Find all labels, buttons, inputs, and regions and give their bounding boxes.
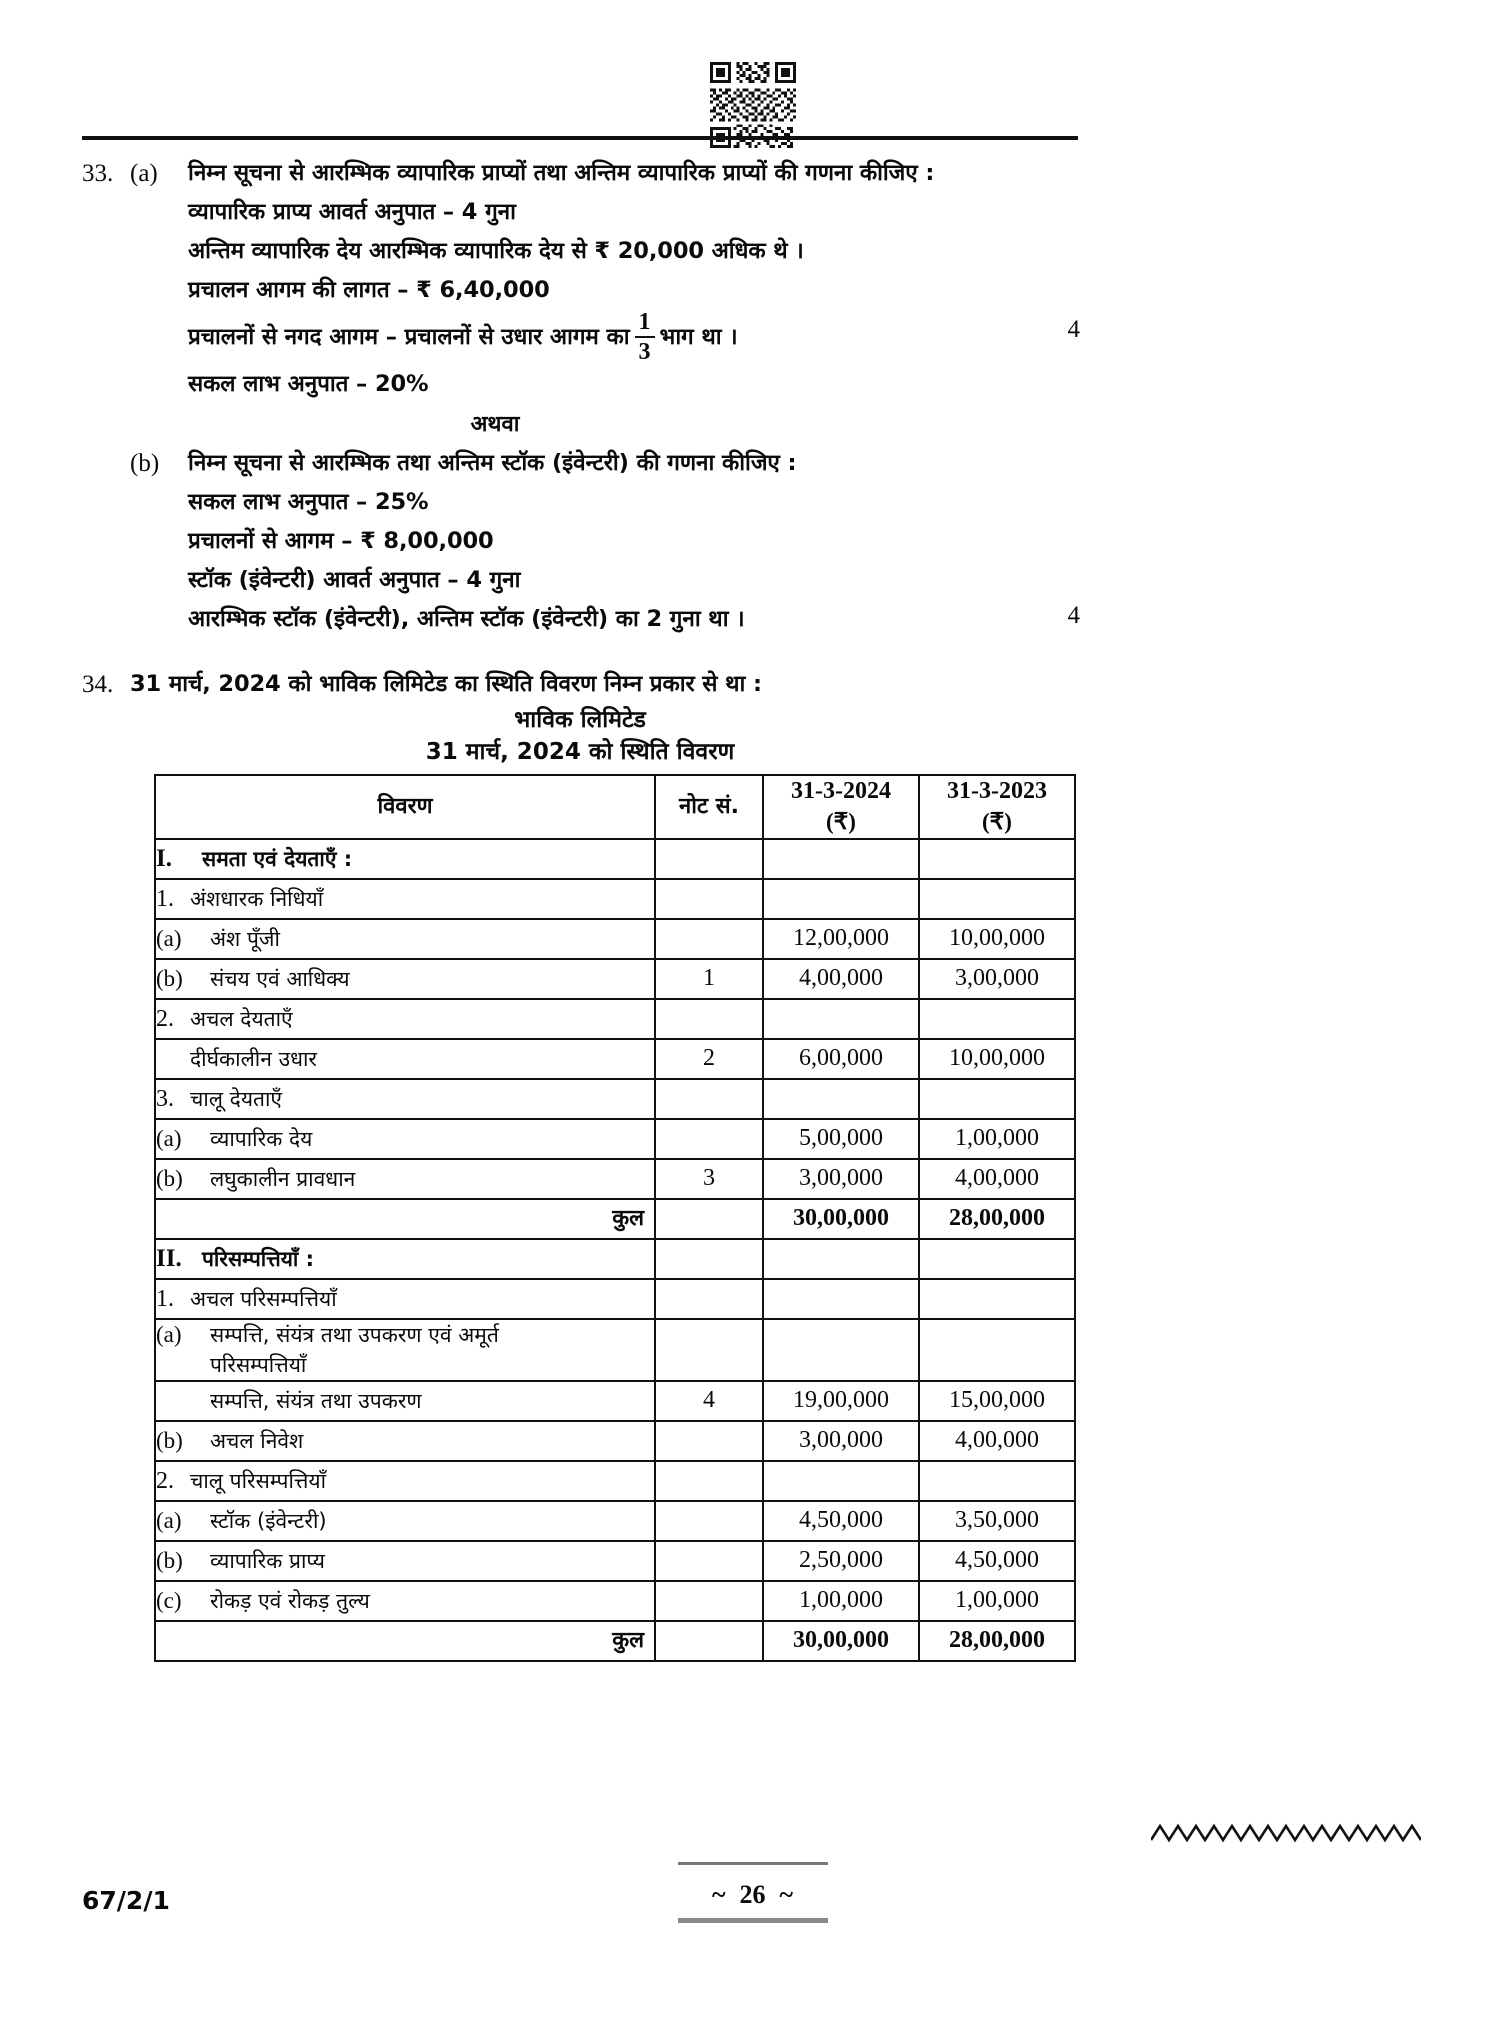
question-33a-body <box>188 154 1078 404</box>
table-row <box>155 1079 1075 1119</box>
header-col-2024-unit: (₹) <box>826 808 856 834</box>
table-row <box>155 1039 1075 1079</box>
row-value-2023 <box>919 1239 1075 1279</box>
header-col-2023-unit: (₹) <box>982 808 1012 834</box>
row-value-2024: 3,00,000 <box>763 1421 919 1461</box>
row-label <box>155 1319 655 1381</box>
row-label <box>155 1159 655 1199</box>
row-value-2024: 30,00,000 <box>763 1199 919 1239</box>
row-text: सम्पत्ति, संयंत्र तथा उपकरण <box>210 1388 422 1413</box>
row-value-2024: 12,00,000 <box>763 919 919 959</box>
balance-sheet-table <box>154 774 1076 1662</box>
page-content <box>82 150 1078 1662</box>
row-value-2024 <box>763 1279 919 1319</box>
row-value-2023: 1,00,000 <box>919 1119 1075 1159</box>
fraction-numerator: 1 <box>638 309 651 335</box>
row-value-2023: 10,00,000 <box>919 1039 1075 1079</box>
row-text: अंश पूँजी <box>210 926 280 951</box>
table-row <box>155 999 1075 1039</box>
table-row <box>155 879 1075 919</box>
row-value-2024: 6,00,000 <box>763 1039 919 1079</box>
question-33-number: 33. <box>82 160 114 187</box>
page-number: 26 <box>739 1880 766 1909</box>
row-value-2024 <box>763 1079 919 1119</box>
balance-sheet-body <box>155 839 1075 1661</box>
table-row <box>155 1279 1075 1319</box>
row-text: अचल निवेश <box>210 1428 304 1453</box>
header-note-no: नोट सं. <box>655 775 763 839</box>
question-33a-label: (a) <box>130 160 158 187</box>
row-note <box>655 1581 763 1621</box>
row-value-2024 <box>763 1319 919 1381</box>
row-sub-label: (b) <box>156 1427 183 1453</box>
row-value-2024 <box>763 999 919 1039</box>
row-note <box>655 1541 763 1581</box>
question-33b-label: (b) <box>130 449 160 477</box>
row-note <box>655 839 763 879</box>
table-total-row <box>155 1199 1075 1239</box>
row-text: सम्पत्ति, संयंत्र तथा उपकरण एवं अमूर्त <box>210 1322 499 1347</box>
row-value-2023 <box>919 1319 1075 1381</box>
row-value-2024: 5,00,000 <box>763 1119 919 1159</box>
table-row <box>155 1239 1075 1279</box>
row-number: 2. <box>156 1467 174 1494</box>
row-value-2023 <box>919 1461 1075 1501</box>
row-text: दीर्घकालीन उधार <box>190 1046 318 1071</box>
row-value-2023: 15,00,000 <box>919 1381 1075 1421</box>
row-label <box>155 1421 655 1461</box>
row-text: अचल परिसम्पत्तियाँ <box>190 1286 337 1311</box>
row-text: अंशधारक निधियाँ <box>190 886 324 911</box>
question-34-number: 34. <box>82 670 114 698</box>
row-value-2023: 4,00,000 <box>919 1159 1075 1199</box>
row-note <box>655 1461 763 1501</box>
table-row <box>155 1159 1075 1199</box>
row-value-2023: 10,00,000 <box>919 919 1075 959</box>
row-note <box>655 879 763 919</box>
row-note <box>655 999 763 1039</box>
row-value-2023: 3,50,000 <box>919 1501 1075 1541</box>
row-note <box>655 919 763 959</box>
row-value-2023 <box>919 879 1075 919</box>
question-34-body <box>130 665 1078 704</box>
question-33b-body <box>188 444 1078 639</box>
row-value-2024: 4,00,000 <box>763 959 919 999</box>
row-note <box>655 1119 763 1159</box>
row-text: संचय एवं आधिक्य <box>210 966 350 991</box>
footer-rule-bottom <box>678 1918 828 1923</box>
row-text: रोकड़ एवं रोकड़ तुल्य <box>210 1588 370 1613</box>
row-label <box>155 1079 655 1119</box>
row-value-2024: 1,00,000 <box>763 1581 919 1621</box>
q33a-fraction-prefix: प्रचालनों से नगद आगम – प्रचालनों से उधार आगम का <box>188 323 630 350</box>
row-text: अचल देयताएँ <box>190 1006 293 1031</box>
row-label <box>155 1039 655 1079</box>
row-note <box>655 1421 763 1461</box>
row-value-2023: 1,00,000 <box>919 1581 1075 1621</box>
row-value-2023: 3,00,000 <box>919 959 1075 999</box>
q33a-fraction-line <box>188 310 1078 365</box>
row-sub-label: (a) <box>156 1507 182 1533</box>
row-label <box>155 1541 655 1581</box>
q33a-last-line: सकल लाभ अनुपात – 20% <box>188 370 429 397</box>
row-note <box>655 1501 763 1541</box>
row-value-2023 <box>919 1279 1075 1319</box>
header-col-2024-date: 31-3-2024 <box>791 777 891 804</box>
row-text: समता एवं देयताएँ : <box>202 846 353 871</box>
row-number: 3. <box>156 1085 174 1112</box>
row-note <box>655 1239 763 1279</box>
row-value-2024: 2,50,000 <box>763 1541 919 1581</box>
row-sub-label: (a) <box>156 1321 182 1347</box>
header-col-2023 <box>919 775 1075 839</box>
row-label <box>155 1381 655 1421</box>
footer-rule-top <box>678 1862 828 1865</box>
row-label <box>155 879 655 919</box>
row-value-2024 <box>763 1239 919 1279</box>
row-value-2024: 3,00,000 <box>763 1159 919 1199</box>
q33a-marks: 4 <box>1067 316 1080 343</box>
q33a-line-3: अन्तिम व्यापारिक देय आरम्भिक व्यापारिक देय से ₹ 20,000 अधिक थे । <box>188 238 804 264</box>
row-label <box>155 919 655 959</box>
row-note <box>655 1199 763 1239</box>
row-label <box>155 999 655 1039</box>
tilde-right: ~ <box>779 1880 794 1909</box>
row-value-2024 <box>763 1461 919 1501</box>
row-note: 2 <box>655 1039 763 1079</box>
row-value-2023: 4,00,000 <box>919 1421 1075 1461</box>
row-roman: I. <box>156 844 172 872</box>
row-label <box>155 1501 655 1541</box>
table-row <box>155 1381 1075 1421</box>
q33b-line-4: स्टॉक (इंवेन्टरी) आवर्त अनुपात – 4 गुना <box>188 566 521 593</box>
row-roman: II. <box>156 1244 182 1272</box>
row-note: 3 <box>655 1159 763 1199</box>
row-text-wrap: परिसम्पत्तियाँ <box>210 1352 307 1377</box>
row-value-2023: 28,00,000 <box>919 1621 1075 1661</box>
row-number: 1. <box>156 885 174 912</box>
table-row <box>155 919 1075 959</box>
q33a-fraction-suffix: भाग था । <box>659 323 738 350</box>
q33b-line-3: प्रचालनों से आगम – ₹ 8,00,000 <box>188 527 494 554</box>
row-text: स्टॉक (इंवेन्टरी) <box>210 1508 327 1533</box>
row-label <box>155 1279 655 1319</box>
row-value-2024 <box>763 879 919 919</box>
row-label <box>155 1581 655 1621</box>
table-row <box>155 1581 1075 1621</box>
fraction-denominator: 3 <box>638 339 651 366</box>
q33a-line-1: निम्न सूचना से आरम्भिक व्यापारिक प्राप्यों तथा अन्तिम व्यापारिक प्राप्यों की गणना कीजिए : <box>188 160 935 186</box>
q33b-marks: 4 <box>1067 601 1080 629</box>
row-label: कुल <box>155 1621 655 1661</box>
table-header-row <box>155 775 1075 839</box>
row-note: 1 <box>655 959 763 999</box>
row-value-2024 <box>763 839 919 879</box>
company-name: भाविक लिमिटेड <box>514 706 646 733</box>
statement-title: 31 मार्च, 2024 को स्थिति विवरण <box>425 738 735 765</box>
row-value-2024: 4,50,000 <box>763 1501 919 1541</box>
q33a-line-2: व्यापारिक प्राप्य आवर्त अनुपात – 4 गुना <box>188 199 516 225</box>
row-sub-label: (b) <box>156 965 183 991</box>
row-value-2023 <box>919 999 1075 1039</box>
row-sub-label: (a) <box>156 1125 182 1151</box>
row-text: व्यापारिक प्राप्य <box>210 1548 325 1573</box>
row-label <box>155 1239 655 1279</box>
table-row <box>155 1501 1075 1541</box>
table-total-row <box>155 1621 1075 1661</box>
row-value-2024: 19,00,000 <box>763 1381 919 1421</box>
row-number: 2. <box>156 1005 174 1032</box>
tilde-left: ~ <box>711 1880 726 1909</box>
header-particulars: विवरण <box>155 775 655 839</box>
q33b-line-2: सकल लाभ अनुपात – 25% <box>188 488 429 515</box>
row-text: परिसम्पत्तियाँ : <box>202 1246 315 1271</box>
row-label <box>155 839 655 879</box>
row-value-2023: 28,00,000 <box>919 1199 1075 1239</box>
q33b-line-5: आरम्भिक स्टॉक (इंवेन्टरी), अन्तिम स्टॉक (इंवेन्टरी) का 2 गुना था । <box>188 605 745 632</box>
row-value-2023 <box>919 839 1075 879</box>
row-label <box>155 959 655 999</box>
table-row <box>155 839 1075 879</box>
row-sub-label: (c) <box>156 1587 182 1613</box>
table-row <box>155 1421 1075 1461</box>
question-33b <box>82 444 1078 639</box>
question-33 <box>82 154 1078 404</box>
row-label: कुल <box>155 1199 655 1239</box>
row-text: चालू परिसम्पत्तियाँ <box>190 1468 327 1493</box>
or-separator-33: अथवा <box>470 411 520 437</box>
table-row <box>155 1541 1075 1581</box>
row-sub-label: (a) <box>156 925 182 951</box>
question-34 <box>82 665 1078 704</box>
row-note <box>655 1079 763 1119</box>
row-text: व्यापारिक देय <box>210 1126 313 1151</box>
fraction-one-third <box>635 310 655 365</box>
row-sub-label: (b) <box>156 1165 183 1191</box>
table-row <box>155 1119 1075 1159</box>
header-rule <box>82 136 1078 140</box>
zigzag-mark <box>1151 1820 1421 1846</box>
row-note <box>655 1279 763 1319</box>
row-sub-label: (b) <box>156 1547 183 1573</box>
header-col-2024 <box>763 775 919 839</box>
row-value-2024: 30,00,000 <box>763 1621 919 1661</box>
row-note: 4 <box>655 1381 763 1421</box>
row-number: 1. <box>156 1285 174 1312</box>
fraction-bar <box>635 336 655 338</box>
header-col-2023-date: 31-3-2023 <box>947 777 1047 804</box>
table-row <box>155 959 1075 999</box>
q33b-line-1: निम्न सूचना से आरम्भिक तथा अन्तिम स्टॉक (इंवेन्टरी) की गणना कीजिए : <box>188 449 797 476</box>
table-row <box>155 1319 1075 1381</box>
row-note <box>655 1621 763 1661</box>
page-number-container <box>0 1880 1505 1910</box>
row-value-2023 <box>919 1079 1075 1119</box>
row-label <box>155 1119 655 1159</box>
row-text: चालू देयताएँ <box>190 1086 283 1111</box>
row-text: लघुकालीन प्रावधान <box>210 1166 356 1191</box>
row-value-2023: 4,50,000 <box>919 1541 1075 1581</box>
row-note <box>655 1319 763 1381</box>
q34-stem: 31 मार्च, 2024 को भाविक लिमिटेड का स्थिति विवरण निम्न प्रकार से था : <box>130 670 762 697</box>
row-label <box>155 1461 655 1501</box>
paper-code: 67/2/1 <box>82 1886 170 1915</box>
q33a-line-4: प्रचालन आगम की लागत – ₹ 6,40,000 <box>188 277 550 303</box>
table-row <box>155 1461 1075 1501</box>
